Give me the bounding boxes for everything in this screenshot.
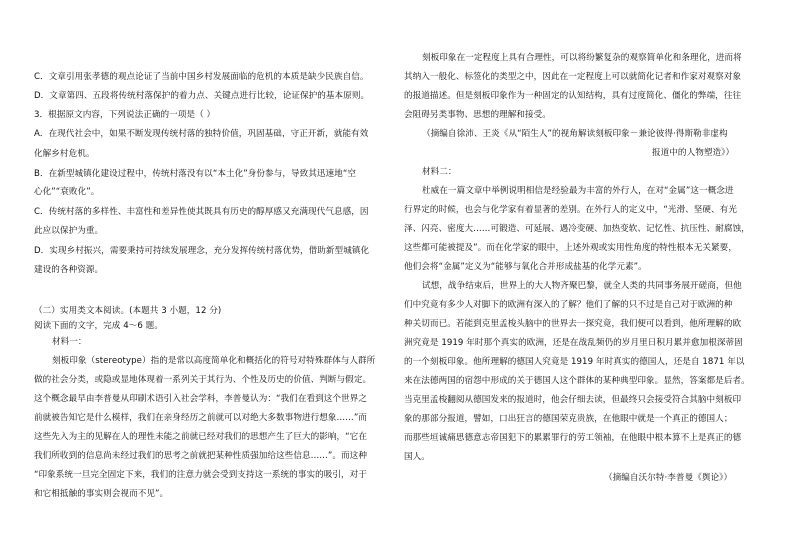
material-1-line: “印象系统一旦完全固定下来，我们的注意力就会受到支持这一系统的事实的吸引，对于 — [34, 470, 367, 480]
material-1-line: 这些先入为主的见解在人的理性未能之前就已经对我们的思想产生了巨大的影响，“它在 — [34, 432, 367, 442]
material-1-label: 材料一： — [52, 337, 87, 347]
material-1-line: 做的社会分类，或隐或显地体现着一系列关于其行为、个性及历史的价值、判断与假定。 — [34, 375, 372, 385]
material-2-line: 象的那部分报道，譬如，口出狂言的德国荣克贵族，在他眼中就是一个真正的德国人； — [404, 414, 733, 424]
material-1-cont-line: 其纳入一般化、标签化的类型之中，因此在一定程度上可以就简化记者和作家对观察对象 — [404, 72, 742, 82]
material-1-cont-line: 刻板印象在一定程度上具有合理性，可以将纷繁复杂的观察简单化和条理化，进而将 — [422, 53, 742, 63]
material-1-line: 这个概念最早由李普曼从印刷术语引入社会学科，李普曼认为：“我们在看到这个世界之 — [34, 394, 367, 404]
section-heading: （二）实用类文本阅读。(本题共 3 小题，12 分) — [34, 306, 222, 316]
material-2-line: 来在法德两国的宿怨中形成的关于德国人这个群体的某种典型印象。显然，答案都是后者。 — [404, 376, 750, 386]
material-2-line: 杜威在一篇文章中举例说明相信是经验最为丰富的外行人，在对“金属”这一概念进 — [422, 186, 734, 196]
material-1-cont-line: 的报道描述。但是刻板印象作为一种固定的认知结构，具有过度简化、僵化的弊端，往往 — [404, 91, 742, 101]
option-b-q3-cont: 心化”“衰败化”。 — [34, 187, 100, 197]
option-a-q3-cont: 化解乡村危机。 — [34, 149, 95, 159]
option-b-q3: B．在新型城镇化建设过程中，传统村落没有以“本土化”身份参与，导致其迅速地“空 — [34, 169, 356, 179]
material-2-line: 的一个刻板印象。他所理解的德国人究竟是 1919 年时真实的德国人，还是自 1871 年以 — [404, 357, 745, 367]
material-1-line: 刻板印象（stereotype）指的是常以高度简单化和概括化的符号对特殊群体与人群所 — [52, 356, 376, 366]
material-1-cont-line: 会阻碍另类事物、思想的理解和接受。 — [404, 110, 551, 120]
option-d-q3: D．实现乡村振兴，需要秉持可持续发展理念，充分发挥传统村落优势，借助新型城镇化 — [34, 246, 370, 256]
option-c-q3: C．传统村落的多样性、丰富性和差异性使其既具有历史的醇厚感又充满现代气息感，因 — [34, 207, 369, 217]
option-c-q2: C．文章引用张孝德的观点论证了当前中国乡村发展面临的危机的本质是缺少民族自信。 — [34, 72, 369, 82]
material-2-line: 洲究竟是 1919 年时那个真实的欧洲，还是在战乱频仍的岁月里日积月累并愈加根深蒂固 — [404, 338, 743, 348]
source-citation-1: （摘编自徐沛、王炎《从“陌生人”的视角解读刻板印象－兼论彼得·得斯勒非虚构 — [422, 129, 728, 139]
source-citation-1-cont: 报道中的人物塑造》） — [652, 148, 735, 158]
material-2-line: 行界定的时候，也会与化学家有着显著的差别。在外行人的定义中，“光滑、坚硬、有光 — [404, 205, 737, 215]
material-1-line: 前就被告知它是什么模样，我们在亲身经历之前就可以对绝大多数事物进行想象……”而 — [34, 413, 367, 423]
material-2-line: 们中究竟有多少人对脚下的欧洲有深入的了解？他们了解的只不过是自己对于欧洲的种 — [404, 300, 733, 310]
option-c-q3-cont: 此应以保护为重。 — [34, 226, 104, 236]
material-2-line: 当克里孟梭翻阅从德国发来的报道时，他会仔细去读，但最终只会接受符合其脑中刻板印 — [404, 395, 742, 405]
source-citation-2: （摘编自沃尔特·李普曼《舆论》） — [604, 473, 733, 483]
material-2-line: 而那些垣诚痛思德意志帝国犯下的累累罪行的劳工领袖，在他眼中根本算不上是真正的德 — [404, 433, 742, 443]
material-2-line: 国人。 — [404, 452, 430, 462]
material-2-line: 泽、闪亮、密度大……可锻造、可延展、遇冷变硬、加热变软、记忆性、抗压性、耐腐蚀， — [404, 224, 750, 234]
material-2-line: 这些都可能被提及”。而在化学家的眼中，上述外观或实用性角度的特性根本无关紧要， — [404, 243, 737, 253]
option-d-q2: D．文章第四、五段将传统村落保护的着力点、关键点进行比较，论证保护的基本原则。 — [34, 91, 370, 101]
reading-instruction: 阅读下面的文字，完成 4～6 题。 — [34, 321, 163, 331]
material-2-line: 种关切而已。若能到克里孟梭头脑中的世界去一探究竟，我们便可以看到，他所理解的欧 — [404, 319, 742, 329]
material-2-line: 试想，战争结束后，世界上的大人物齐聚巴黎，就全人类的共同事务展开磋商，但他 — [422, 281, 742, 291]
material-2-line: 他们会将“金属”定义为“能够与氧化合并形成盐基的化学元素”。 — [404, 262, 647, 272]
material-1-line: 和它相抵触的事实则会视而不见”。 — [34, 489, 169, 499]
material-2-label: 材料二： — [422, 167, 457, 177]
material-1-line: 我们所收到的信息尚未经过我们的思考之前就把某种性质强加给这些信息……”。而这种 — [34, 451, 367, 461]
question-3: 3．根据原文内容，下列说法正确的一项是（ ） — [34, 110, 216, 120]
option-a-q3: A．在现代社会中，如果不断发现传统村落的独特价值，巩固基础，守正开新，就能有效 — [34, 129, 369, 139]
option-d-q3-cont: 建设的各种资源。 — [34, 265, 104, 275]
